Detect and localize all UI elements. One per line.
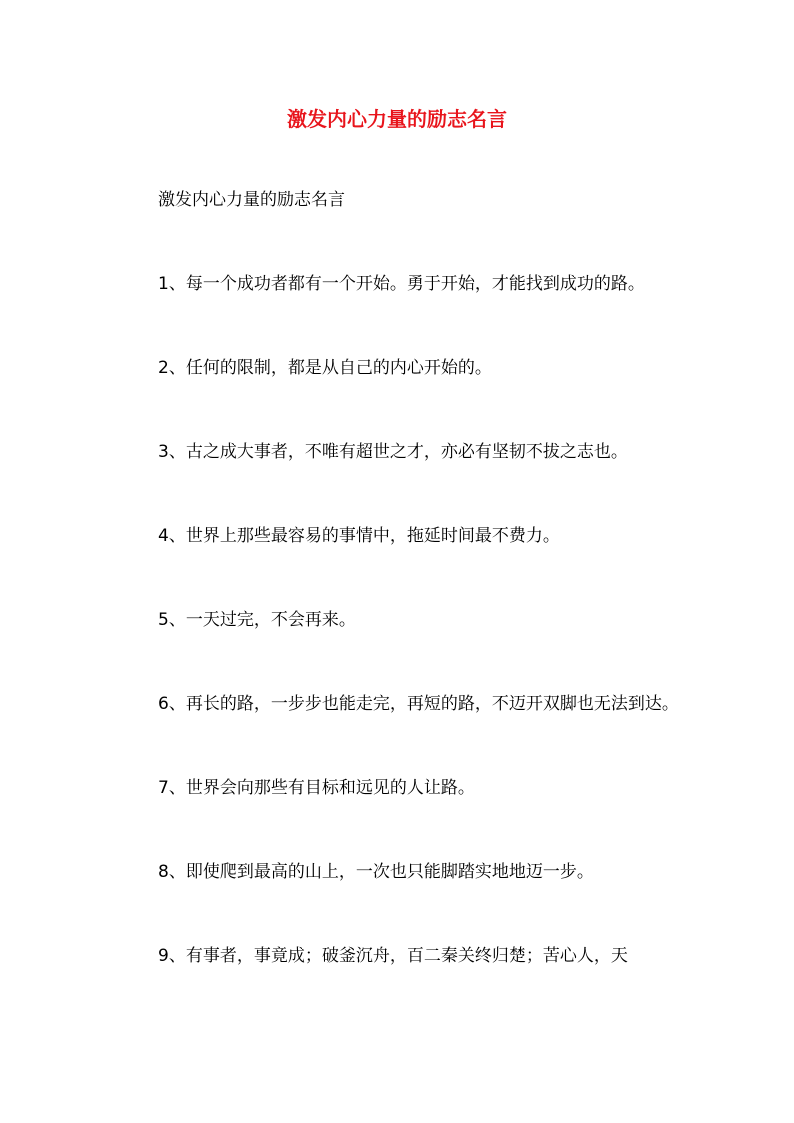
document-title: 激发内心力量的励志名言 xyxy=(287,107,507,131)
quote-paragraph: 6、再长的路，一步步也能走完，再短的路，不迈开双脚也无法到达。 xyxy=(158,694,679,714)
quote-paragraph: 9、有事者，事竟成；破釜沉舟，百二秦关终归楚；苦心人，天 xyxy=(158,946,628,966)
document-body xyxy=(120,186,680,1026)
quote-paragraph: 2、任何的限制，都是从自己的内心开始的。 xyxy=(158,358,492,378)
quote-paragraph: 8、即使爬到最高的山上，一次也只能脚踏实地地迈一步。 xyxy=(158,862,594,882)
quote-paragraph: 5、一天过完，不会再来。 xyxy=(158,610,356,630)
subtitle-paragraph: 激发内心力量的励志名言 xyxy=(158,190,345,210)
quote-paragraph: 1、每一个成功者都有一个开始。勇于开始，才能找到成功的路。 xyxy=(158,274,645,294)
quote-paragraph: 4、世界上那些最容易的事情中，拖延时间最不费力。 xyxy=(158,526,560,546)
quote-paragraph: 7、世界会向那些有目标和远见的人让路。 xyxy=(158,778,475,798)
quote-paragraph: 3、古之成大事者，不唯有超世之才，亦必有坚韧不拔之志也。 xyxy=(158,442,628,462)
